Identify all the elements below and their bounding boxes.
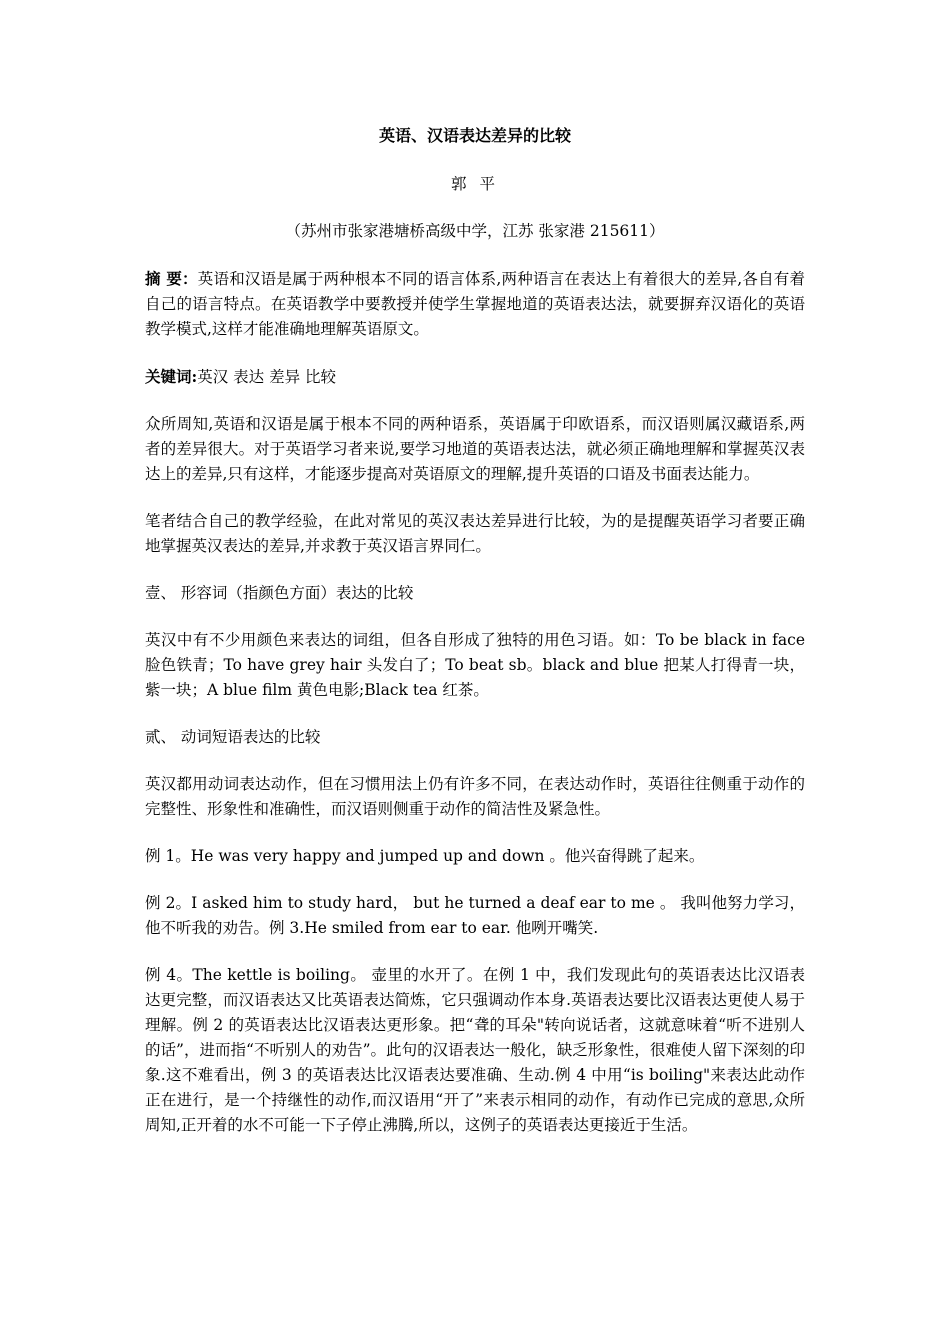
abstract-paragraph <box>145 266 805 342</box>
example-1: 例 1。He was very happy and jumped up and down 。他兴奋得跳了起来。 <box>145 847 705 865</box>
keywords-text: 英汉 表达 差异 比较 <box>197 368 337 386</box>
abstract-text: 英语和汉语是属于两种根本不同的语言体系,两种语言在表达上有着很大的差异,各自有着自己的语言特点。在英语教学中要教授并使学生掌握地道的英语表达法，就要摒弃汉语化的英语教学模式,这样才能准确地理解英语原文。 <box>145 270 805 338</box>
section-heading-verbs: 贰、 动词短语表达的比较 <box>145 728 321 746</box>
document-title: 英语、汉语表达差异的比较 <box>378 126 571 145</box>
verb-paragraph: 英汉都用动词表达动作，但在习惯用法上仍有许多不同，在表达动作时，英语往往侧重于动作的完整性、形象性和准确性，而汉语则侧重于动作的简洁性及紧急性。 <box>145 775 805 818</box>
author-affiliation: （苏州市张家港塘桥高级中学，江苏 张家港 215611） <box>285 222 665 240</box>
purpose-paragraph: 笔者结合自己的教学经验，在此对常见的英汉表达差异进行比较，为的是提醒英语学习者要正确地掌握英汉表达的差异,并求教于英汉语言界同仁。 <box>145 512 805 555</box>
author-name: 郭 平 <box>451 175 499 193</box>
intro-paragraph: 众所周知,英语和汉语是属于根本不同的两种语系，英语属于印欧语系，而汉语则属汉藏语系,两者的差异很大。对于英语学习者来说,要学习地道的英语表达法，就必须正确地理解和掌握英汉表达上的差异,只有这样，才能逐步提高对英语原文的理解,提升英语的口语及书面表达能力。 <box>145 415 805 483</box>
keywords-paragraph <box>145 364 805 390</box>
example-2-3: 例 2。I asked him to study hard， but he turned a deaf ear to me 。 我叫他努力学习，他不听我的劝告。例 3.He smiled from ear to ear. 他咧开嘴笑. <box>145 894 805 937</box>
abstract-label: 摘 要： <box>145 269 198 288</box>
example-4-analysis: 例 4。The kettle is boiling。 壶里的水开了。在例 1 中，我们发现此句的英语表达比汉语表达更完整，而汉语表达又比英语表达简炼，它只强调动作本身.英语表达要比汉语表达更使人易于理解。例 2 的英语表达比汉语表达更形象。把“聋的耳朵"转向说话者，这就意味着“听不进别人的话”，进而指“不听别人的劝告”。此句的汉语表达一般化，缺乏形象性，很难使人留下深刻的印象.这不难看出，例 3 的英语表达比汉语表达要准确、生动.例 4 中用“is boiling"来表达此动作正在进行，是一个持继性的动作,而汉语用“开了”来表示相同的动作，有动作已完成的意思,众所周知,正开着的水不可能一下子停止沸腾,所以，这例子的英语表达更接近于生活。 <box>145 966 805 1134</box>
adjective-paragraph: 英汉中有不少用颜色来表达的词组，但各自形成了独特的用色习语。如：To be black in face 脸色铁青；To have grey hair 头发白了；To beat sb。black and blue 把某人打得青一块，紫一块；A blue film 黄色电影;Black tea 红茶。 <box>145 631 805 699</box>
document-body <box>145 122 805 1160</box>
keywords-label: 关键词: <box>145 367 198 386</box>
section-heading-adjectives: 壹、 形容词（指颜色方面）表达的比较 <box>145 584 414 602</box>
